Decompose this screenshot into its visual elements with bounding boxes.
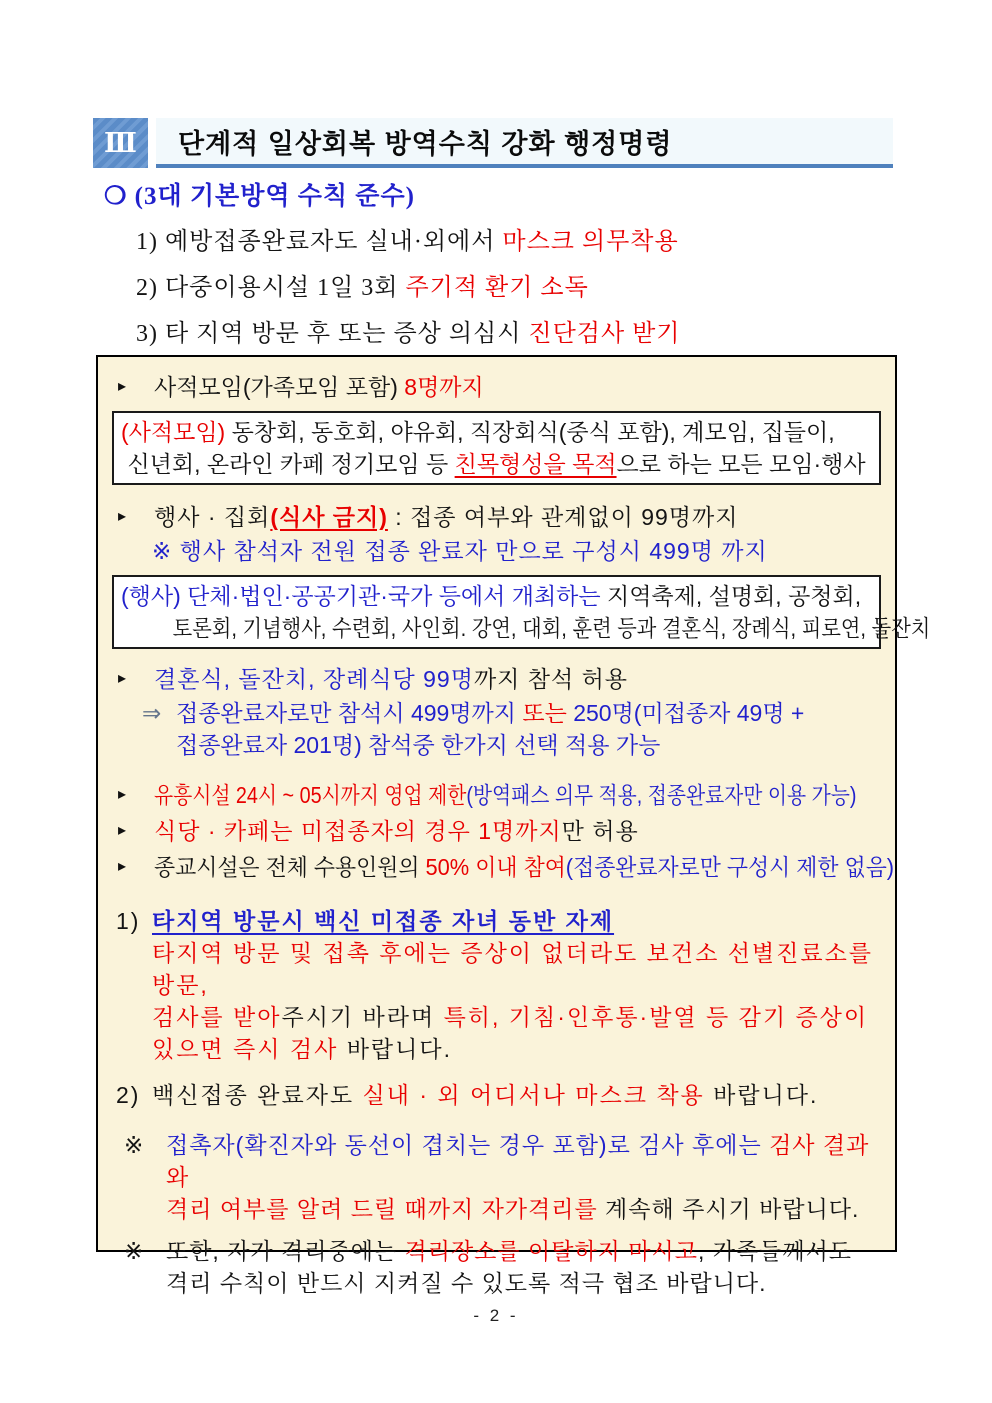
detail-line-1: (사적모임) 동창회, 동호회, 야유회, 직장회식(중식 포함), 계모임, 집들이, (121, 419, 835, 445)
intro-item-1: 1) 예방접종완료자도 실내·외에서 마스크 의무착용 (136, 229, 679, 255)
notice-line-2: 격리 여부를 알려 드릴 때까지 자가격리를 계속해 주시기 바랍니다. (166, 1196, 860, 1222)
intro-item-3: 3) 타 지역 방문 후 또는 증상 의심시 진단검사 받기 (136, 321, 681, 347)
rule-text: 결혼식, 돌잔치, 장례식당 99명까지 참석 허용 (154, 666, 629, 692)
intro-item-2: 2) 다중이용시설 1일 3회 주기적 환기 소독 (136, 275, 589, 301)
notice-line-1: 접촉자(확진자와 동선이 겹치는 경우 포함)로 검사 후에는 검사 결과와 (166, 1132, 870, 1190)
arrow-line-2: 접종완료자 201명) 참석중 한가지 선택 적용 가능 (176, 732, 661, 758)
rule-events-note: ※ 행사 참석자 전원 접종 완료자 만으로 구성시 499명 까지 (152, 538, 768, 564)
rule-weddings-detail (142, 697, 881, 761)
page-title: 단계적 일상회복 방역수칙 강화 행정명령 (156, 118, 893, 168)
rule-text: 식당 · 카페는 미접종자의 경우 1명까지만 허용 (154, 818, 639, 844)
directive-title: 타지역 방문시 백신 미접종 자녀 동반 자제 (152, 908, 615, 934)
directive-line-2: 타지역 방문 및 접촉 후에는 증상이 없더라도 보건소 선별진료소를 방문, (152, 940, 874, 998)
arrow-body (176, 697, 804, 761)
notice-line-2: 격리 수칙이 반드시 지켜질 수 있도록 적극 협조 바랍니다. (166, 1270, 767, 1296)
rules-box (96, 355, 931, 1296)
bullet-triangle-icon: ▸ (118, 670, 128, 687)
directive-number: 2) (116, 1082, 141, 1108)
arrow-line-1: 접종완료자로만 참석시 499명까지 또는 250명(미접종자 49명 + (176, 700, 805, 726)
notice-line-1: 또한, 자가 격리중에는 격리장소를 이탈하지 마시고, 가족들께서도 (166, 1238, 853, 1264)
directive-number: 1) (116, 908, 141, 934)
condensed-text: 토론회, 기념행사, 수련회, 사인회. 강연, 대회, 훈련 등과 결혼식, 장례식, 피로연, 돌잔치 (172, 615, 931, 641)
directive-text: 백신접종 완료자도 실내 · 외 어디서나 마스크 착용 바랍니다. (152, 1082, 819, 1108)
private-gathering-detail-box (112, 411, 881, 485)
bullet-triangle-icon: ▸ (118, 378, 127, 395)
directive-line-4: 있으면 즉시 검사 바랍니다. (152, 1036, 452, 1062)
rule-entertainment (112, 779, 881, 811)
rule-restaurants (112, 815, 881, 847)
section-header (93, 118, 893, 168)
detail-line-2: 신년회, 온라인 카페 정기모임 등 친목형성을 목적으로 하는 모든 모임·행사 (127, 451, 866, 477)
bullet-triangle-icon: ▸ (118, 786, 127, 803)
notice-quarantine (112, 1235, 881, 1299)
notice-body (166, 1129, 881, 1225)
detail-line-2 (121, 612, 931, 644)
intro-section (104, 180, 904, 352)
rule-events (112, 501, 881, 533)
directive-line-3: 검사를 받아주시기 바라며 특히, 기침·인후통·발열 등 감기 증상이 (152, 1004, 869, 1030)
notice-body (166, 1235, 852, 1299)
events-detail-box (112, 575, 931, 649)
directive-2 (112, 1079, 881, 1111)
intro-heading: ❍ (3대 기본방역 수칙 준수) (104, 183, 415, 210)
detail-line-1: (행사) 단체·법인·공공기관·국가 등에서 개최하는 지역축제, 설명회, 공청회, (121, 583, 862, 609)
rule-text: 행사 · 집회(식사 금지) : 접종 여부와 관계없이 99명까지 (154, 504, 739, 530)
double-arrow-icon: ⇒ (142, 700, 162, 726)
bullet-triangle-icon: ▸ (118, 822, 128, 839)
rule-text: 사적모임(가족모임 포함) 8명까지 (154, 374, 484, 400)
bullet-triangle-icon: ▸ (118, 508, 128, 525)
reference-mark-icon: ※ (124, 1238, 145, 1264)
directive-1 (112, 905, 881, 1065)
page-number: - 2 - (473, 1306, 519, 1325)
rule-private-gathering (112, 371, 881, 403)
rule-text: 유흥시설 24시 ~ 05시까지 영업 제한(방역패스 의무 적용, 접종완료자만 이용 가능) (154, 782, 857, 808)
rule-text: 종교시설은 전체 수용인원의 50% 이내 참여(접종완료자로만 구성시 제한 없음) (154, 854, 895, 880)
rule-weddings (112, 663, 881, 695)
notice-contact (112, 1129, 881, 1225)
rule-religious (112, 851, 895, 883)
bullet-triangle-icon: ▸ (118, 858, 127, 875)
section-number-badge: Ⅲ (93, 118, 148, 168)
directive-body (152, 905, 881, 1065)
reference-mark-icon: ※ (124, 1132, 145, 1158)
